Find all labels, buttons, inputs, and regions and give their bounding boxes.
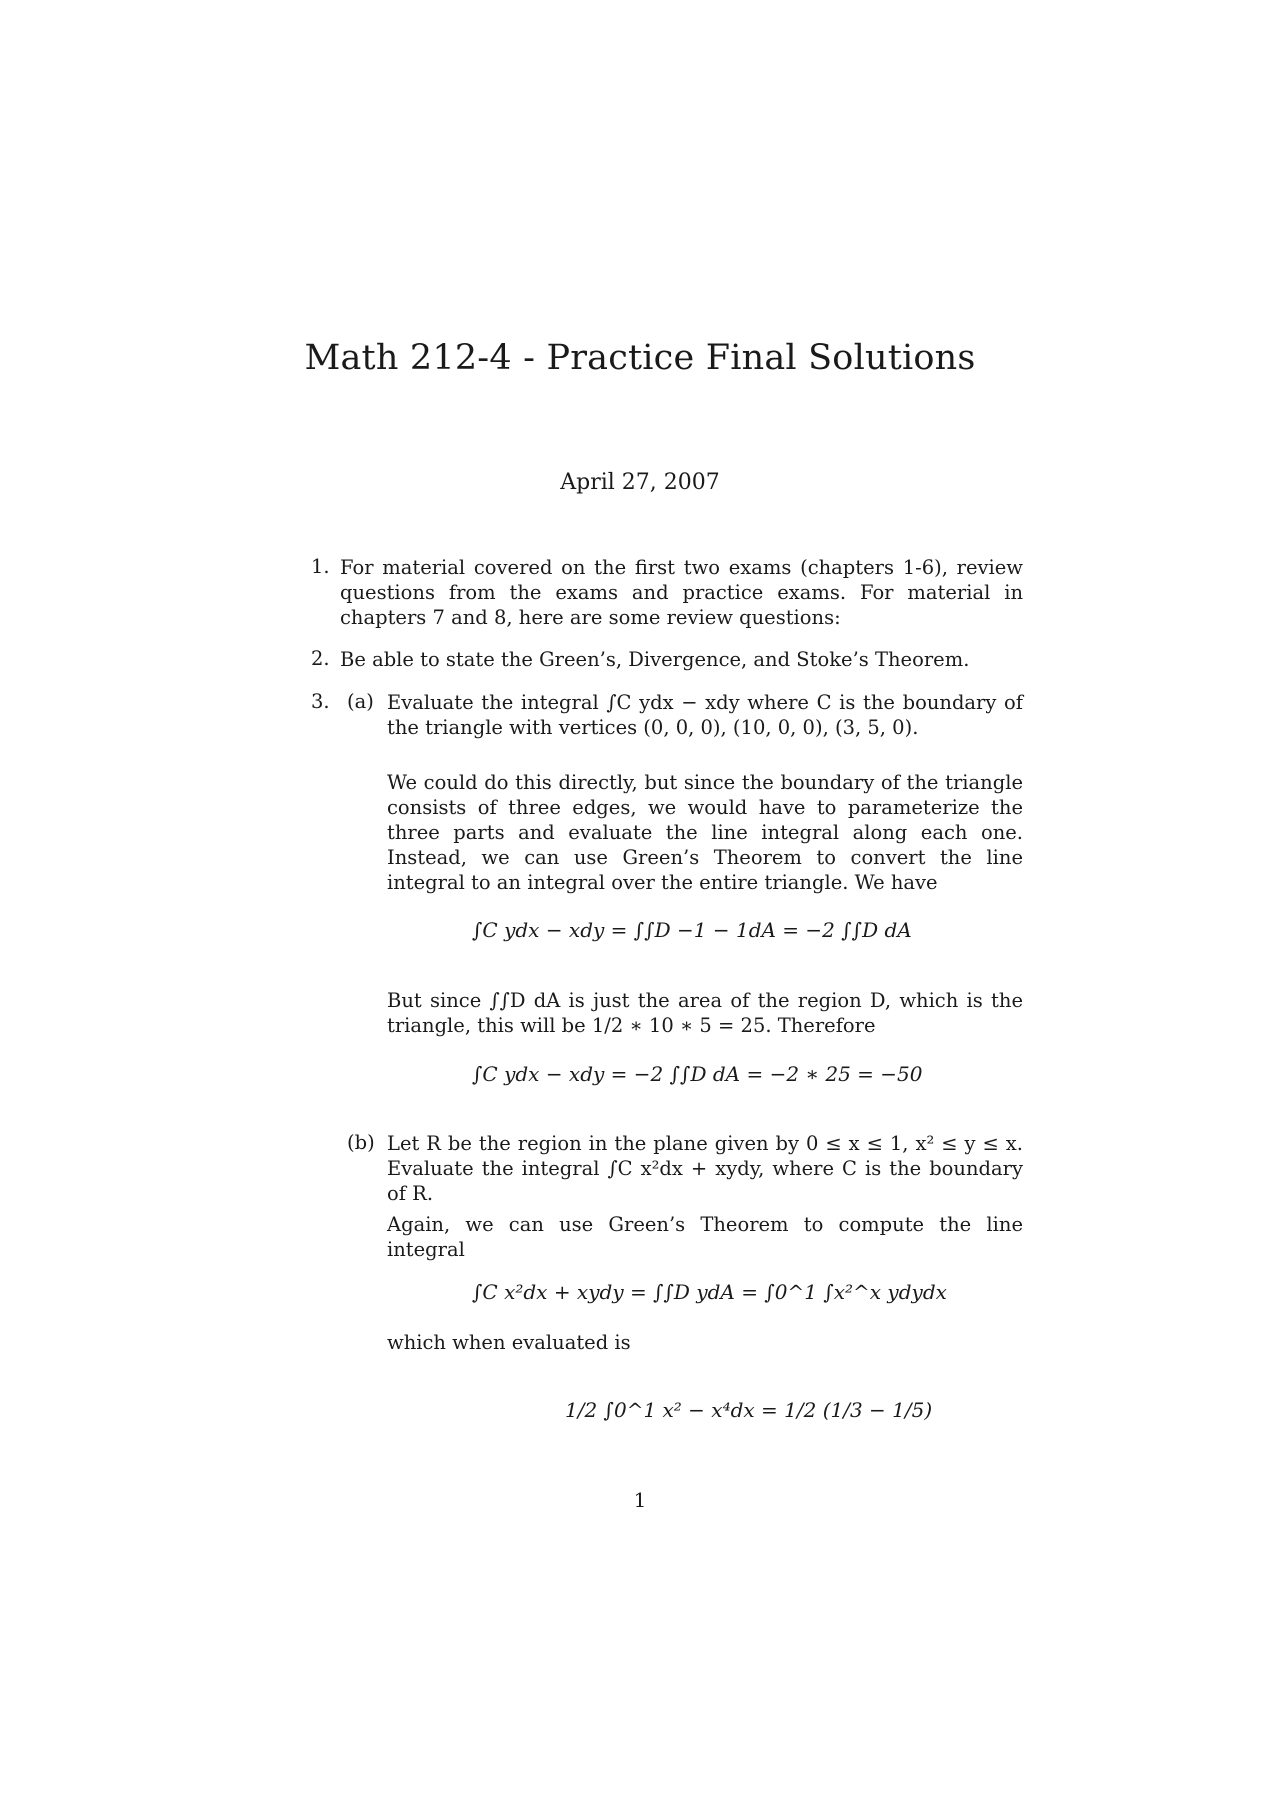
equation-1: ∫C ydx − xdy = ∫∫D −1 − 1dA = −2 ∫∫D dA	[472, 918, 912, 942]
equation-2: ∫C ydx − xdy = −2 ∫∫D dA = −2 ∗ 25 = −50	[472, 1062, 923, 1086]
equation-3: ∫C x²dx + xydy = ∫∫D ydA = ∫0^1 ∫x²^x ydydx	[472, 1280, 947, 1304]
page-number: 1	[633, 1488, 647, 1512]
part-a-label: (a)	[347, 690, 374, 713]
item-number: 2.	[311, 647, 330, 670]
part-b-label: (b)	[347, 1131, 375, 1154]
part-b-question: Let R be the region in the plane given by 0 ≤ x ≤ 1, x² ≤ y ≤ x. Evaluate the integral ∫C x²dx + xydy, where C is the boundary of R.	[387, 1132, 1023, 1205]
equation-4: 1/2 ∫0^1 x² − x⁴dx = 1/2 (1/3 − 1/5)	[565, 1398, 933, 1422]
item-2-text: Be able to state the Green’s, Divergence, and Stoke’s Theorem.	[340, 648, 970, 671]
part-a-question: Evaluate the integral ∫C ydx − xdy where C is the boundary of the triangle with vertices (0, 0, 0), (10, 0, 0), (3, 5, 0).	[387, 691, 1023, 739]
part-b-after-text: which when evaluated is	[387, 1331, 631, 1354]
paper-title: Math 212-4 - Practice Final Solutions	[304, 338, 976, 378]
part-a-solution-intro: We could do this directly, but since the boundary of the triangle consists of three edges, we would have to parameterize the three parts and evaluate the line integral along each one. Instead, we can use Green’s Theorem to convert the line integral to an integral over the entire triangle. We have	[387, 771, 1023, 894]
part-b-solution-intro: Again, we can use Green’s Theorem to compute the line integral	[387, 1213, 1023, 1261]
item-number: 1.	[311, 555, 330, 578]
item-number: 3.	[311, 690, 330, 713]
paper-date: April 27, 2007	[560, 470, 720, 495]
part-a-middle-text: But since ∫∫D dA is just the area of the region D, which is the triangle, this will be 1/2 ∗ 10 ∗ 5 = 25. Therefore	[387, 989, 1023, 1037]
item-1-text: For material covered on the first two exams (chapters 1-6), review questions from the exams and practice exams. For material in chapters 7 and 8, here are some review questions:	[340, 556, 1023, 629]
